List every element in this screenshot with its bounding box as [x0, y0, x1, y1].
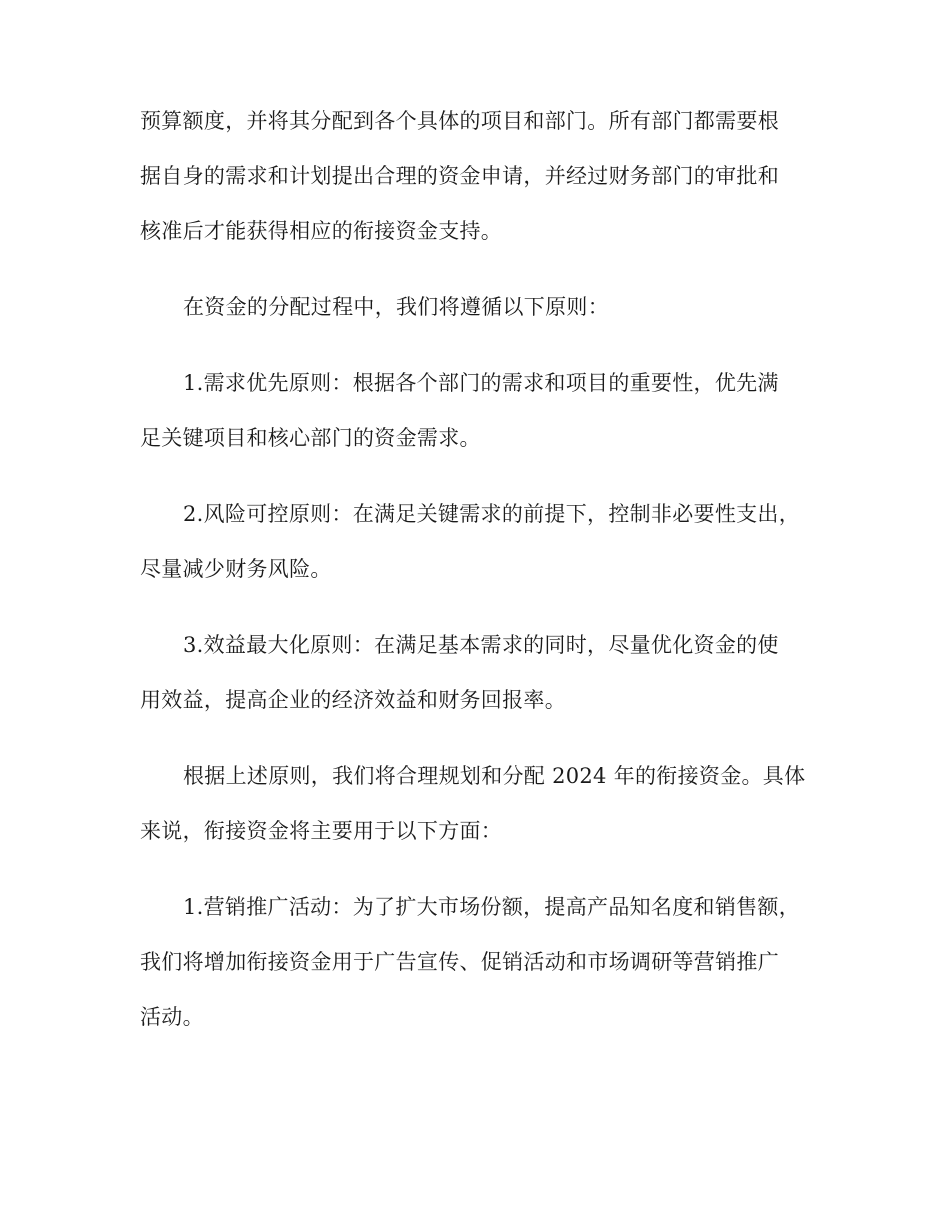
paragraph-line: 预算额度，并将其分配到各个具体的项目和部门。所有部门都需要根 [140, 109, 779, 133]
list-item-line: 活动。 [140, 1005, 204, 1029]
paragraph-line: 根据上述原则，我们将合理规划和分配 2024 年的衔接资金。具体 [183, 764, 806, 788]
list-item-line: 我们将增加衔接资金用于广告宣传、促销活动和市场调研等营销推广 [140, 950, 779, 974]
list-item-line: 3.效益最大化原则：在满足基本需求的同时，尽量优化资金的使 [183, 633, 779, 657]
paragraph-line: 据自身的需求和计划提出合理的资金申请，并经过财务部门的审批和 [140, 164, 779, 188]
list-item-line: 足关键项目和核心部门的资金需求。 [140, 426, 481, 450]
list-item-line: 1.营销推广活动：为了扩大市场份额，提高产品知名度和销售额， [183, 895, 801, 919]
paragraph-line: 核准后才能获得相应的衔接资金支持。 [140, 219, 503, 243]
list-item-line: 1.需求优先原则：根据各个部门的需求和项目的重要性，优先满 [183, 371, 779, 395]
paragraph-line: 来说，衔接资金将主要用于以下方面： [140, 819, 503, 843]
list-item-line: 用效益，提高企业的经济效益和财务回报率。 [140, 688, 566, 712]
list-item-line: 尽量减少财务风险。 [140, 557, 332, 581]
paragraph-line: 在资金的分配过程中，我们将遵循以下原则： [183, 295, 609, 319]
list-item-line: 2.风险可控原则：在满足关键需求的前提下，控制非必要性支出， [183, 502, 801, 526]
